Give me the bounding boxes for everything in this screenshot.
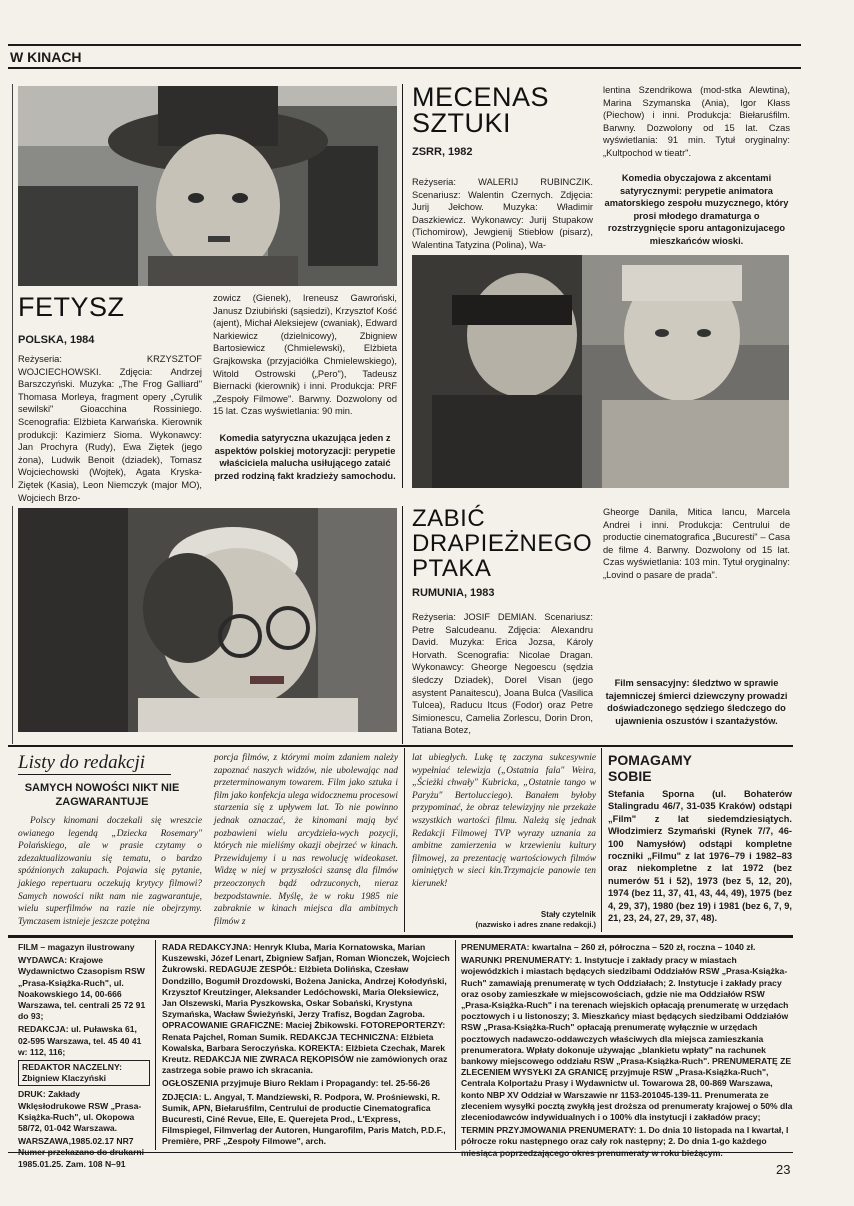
editor-in-chief-box (18, 1060, 150, 1086)
footer-subscription-terms: WARUNKI PRENUMERATY: 1. Instytucje i zakłady pracy w miastach wojewódzkich i miastach będących siedzibami Oddziałów RSW „Prasa-Książka-Ruch" zamawiają prenumeratę w tych Oddziałach; 2. Instytucje i zakłady pracy oraz osoby zamieszkałe w miejscowościach, gdzie nie ma Oddziałów RSW „Prasa-Książka-Ruch" i na terenach wiejskich opłacają prenumeratę w urzędach pocztowych i u listonoszy; 3. Mieszkańcy miast będących siedzibami Oddziałów RSW „Prasa-Książka-Ruch" opłacają prenumeratę wyłącznie w urzędach pocztowych nadawczo-oddawczych właściwych dla miejsca zamieszkania prenumeratora. Wpłaty dokonuje używając „blankietu wpłaty" na rachunek bankowy miejscowego oddziału RSW „Prasa-Książka-Ruch". PRENUMERATĘ ZE ZLECENIEM WYSYŁKI ZA GRANICĘ przyjmuje RSW „Prasa-Książka-Ruch", Centrala Kolportażu Prasy i Wydawnictw ul. Towarowa 28, 00-869 Warszawa, konto NBP XV Oddział w Warszawie nr 1153-201045-139-11. Prenumerata ze zleceniem wysyłki pocztą zwykłą jest droższa od prenumeraty krajowej o 50% dla zleceniodawców indywidualnych i o 100% dla instytucji i zakładów pracy; (461, 955, 793, 1123)
header-rule-top (8, 44, 801, 46)
letters-heading-rule (18, 774, 171, 775)
letter-col1: Polscy kinomani doczekali się wreszcie owianego legendą „Dziecka Rosemary" Polańskiego, ale w prasie czytamy o zdezaktualizowaniu się tematu, o bardzo spóźnionych zakupach. Pojawia się pytanie, jakiego repertuaru oczekują krytycy filmowi? Samych nowości nikt nam nie zagwarantuje, wielu superfilmów na razie nie obejrzymy. Tymczasem istnieje jeszcze potężna (18, 816, 202, 927)
footer-subscription-price: PRENUMERATA: kwartalna – 260 zł, półroczna – 520 zł, roczna – 1040 zł. (461, 942, 756, 952)
letters-divider (601, 748, 602, 932)
summary-zabic: Film sensacyjny: śledztwo w sprawie tajemniczej śmierci dziewczyny prowadzi doświadczonego sędziego śledczego do ujawnienia oszustów i szantażystów. (605, 678, 788, 726)
letter-col2: porcja filmów, z którymi moim zdaniem należy zapoznać naszych widzów, nie ubolewając nad przeterminowanym towarem. Film jako sztuka i film jako konfekcja ulega widocznemu procesowi starzenia się z upływem lat. To nie powinno jednak oznaczać, że kinomani mają być pozbawieni wielu arcydzieła-wych pozycji, których nie mieliśmy okazji obejrzeć w kinach. Przewidujemy i u nas rewolucję wideokaset. Widzę w niej w przyszłości szansę dla filmów przeoczonych bądź odrzuconych, nieraz bezpodstawnie. Myślę, że w roku 1985 nie zabraknie w kinach miejsca dla ambitnych filmów z (214, 753, 398, 927)
footer-publisher-text: WYDAWCA: Krajowe Wydawnictwo Czasopism RSW „Prasa-Książka-Ruch", ul. Noakowskiego 14, 00-666 Warszawa, tel. centrali 25 72 91 do 93; (18, 955, 146, 1022)
film-title-mecenas (412, 84, 549, 136)
footer-rule-top (8, 935, 793, 938)
column-divider (402, 506, 403, 744)
film-country-fetysz: POLSKA, 1984 (18, 334, 95, 346)
credits-zabic-col2: Gheorge Danila, Mitica Iancu, Marcela Andrei i inni. Produkcja: Centrului de productie cinematografica „Bucuresti" – Casa de filme 4. Barwny. Dozwolony od 15 lat. Czas wyświetlania: 103 min. Tytuł oryginalny: „Lovind o pasare de prada". (603, 507, 790, 580)
title-line: SZTUKI (412, 108, 512, 138)
film-title-fetysz: FETYSZ (18, 292, 125, 322)
page-number: 23 (776, 1162, 791, 1177)
footer-editorial-board (162, 942, 450, 1150)
left-edge-rule (12, 506, 13, 744)
letter-signature-note: (nazwisko i adres znane redakcji.) (475, 920, 596, 929)
credits-fetysz-col1: Reżyseria: KRZYSZTOF WOJCIECHOWSKI. Zdjęcia: Andrzej Barszczyński. Muzyka: „The Frog Galliard" Thomasa Morleya, fragment opery „Cyrulik sewilski" Gioacchina Rossiniego. Scenografia: Elżbieta Karwańska. Kierownik produkcji: Kazimierz Sioma. Wykonawcy: Jan Prochyra (Rudy), Ewa Ziętek (jego żona), Ludwik Benoit (dziadek), Tomasz Wojciechowski (Wojtek), Agata Kryska-Ziętek (Kasia), Leon Niemczyk (major MO), Wojciech Brzo- (18, 354, 202, 503)
title-line: ZABIĆ (412, 505, 486, 532)
footer-editorial-address: REDAKCJA: ul. Puławska 61, 02-595 Warszawa, tel. 45 40 41 w: 112, 116; (18, 1024, 142, 1057)
left-edge-rule (12, 84, 13, 488)
footer-ads: OGŁOSZENIA przyjmuje Biuro Reklam i Propagandy: tel. 25-56-26 (162, 1078, 431, 1089)
title-line: PTAKA (412, 555, 492, 582)
letters-divider (404, 748, 405, 932)
film-country-zabic: RUMUNIA, 1983 (412, 587, 495, 599)
summary-fetysz: Komedia satyryczna ukazująca jeden z aspektów polskiej motoryzacji: perypetie właściciela malucha usiłującego zataić przed rodziną fakt kradzieży samochodu. (214, 433, 396, 481)
footer-publisher (18, 942, 150, 1169)
letter-subheading: SAMYCH NOWOŚCI NIKT NIE ZAGWARANTUJE (24, 782, 180, 808)
letter-signature: Stały czytelnik (540, 910, 596, 919)
footer-divider (455, 940, 456, 1150)
credits-fetysz-col2: zowicz (Gienek), Ireneusz Gawroński, Janusz Dziubiński (sąsiedzi), Krzysztof Kość (ajent), Michał Aleksiejew (cwaniak), Edward Narkiewicz (dzielnicowy), Zbigniew Bartosiewicz (Chmielewski), Elżbieta Grajkowska (przyjaciółka Chmielewskiego), Witold Ostrowski („Pero"), Tadeusz Biernacki (kierownik) i inni. Produkcja: PRF „Zespoły Filmowe". Barwny. Dozwolony od 15 lat. Czas wyświetlania: 90 min. (213, 293, 397, 417)
photo-woman-with-glasses (18, 508, 397, 732)
editor-in-chief-label: REDAKTOR NACZELNY: (22, 1062, 122, 1073)
help-text: Stefania Sporna (ul. Bohaterów Stalingradu 46/7, 31-035 Kraków) odstąpi „Film" z lat siedemdziesiątych. Włodzimierz Szymański (Rynek 7/7, 46-100 Namysłów) odstąpi kompletne roczniki „Filmu" z lat 1976–79 i 1982–83 oraz niekompletne z lat 1972 (bez numerów 51 i 52), 1973 (bez 5, 12, 20), 1974 (bez 11, 37, 41, 43, 44, 49), 1975 (bez 4, 29, 37), 1980 (bez 19) i 1981 (bez 6, 7, 9, 21, 23, 24, 27, 29, 37, 48). (608, 789, 792, 924)
letters-rule-top (8, 745, 793, 747)
footer-divider (155, 940, 156, 1150)
film-title-zabic (412, 506, 592, 581)
column-divider (402, 84, 403, 488)
editor-in-chief-name: Zbigniew Klaczyński (22, 1073, 107, 1084)
photo-man-with-hat (18, 86, 397, 286)
footer-magazine: FILM – magazyn ilustrowany (18, 942, 135, 952)
section-title: W KINACH (10, 49, 82, 65)
summary-mecenas: Komedia obyczajowa z akcentami satyrycznymi: perypetie animatora amatorskiego zespołu muzycznego, który prosi młodego dramaturga o rozstrzygnięcie sporu antagonizujacego mieszkańców wioski. (604, 173, 789, 246)
heading-line: POMAGAMY (608, 752, 692, 768)
credits-mecenas-col2: lentina Szendrikowa (mod-stka Alewtina), Marina Szymanska (Ania), Igor Kłass (Piechow) i inni. Produkcja: Biełaruśfilm. Barwny. Dozwolony od 15 lat. Czas wyświetlania: 91 min. Tytuł oryginalny: „Kultpochod w tieatr". (603, 85, 790, 158)
credits-zabic-col1: Reżyseria: JOSIF DEMIAN. Scenariusz: Petre Salcudeanu. Zdjęcia: Alexandru David. Muzyka: Erica Jozsa, Károly Horvath. Scenografia: Nicolae Dragan. Wykonawcy: Gheorge Negoescu (sędzia śledczy Dziadek), Dorel Visan (jego asystent Panaitescu), Joana Bulca (Vasilica Tulcea), Raducu Itcus (Fodor) oraz Petre Simionescu, Camelia Zorlescu, Dorin Dron, Tatiana Botez, (412, 612, 593, 736)
footer-board-text: RADA REDAKCYJNA: Henryk Kluba, Maria Kornatowska, Marian Kuszewski, Józef Lenart, Zbigniew Safjan, Roman Wionczek, Wojciech Żukrowski. REDAGUJE ZESPÓŁ: Elżbieta Dolińska, Czesław Dondzillo, Bogumił Drozdowski, Bożena Janicka, Andrzej Kołodyński, Krzysztof Kreutzinger, Aleksander Ledóchowski, Maria Oleksiewicz, Jan Olszewski, Maria Pyszkowska, Oskar Sobański, Krystyna Szymańska, Wacław Świeżyński, Jerzy Trafisz, Bogdan Zagroba. OPRACOWANIE GRAFICZNE: Maciej Żbikowski. FOTOREPORTERZY: Renata Pajchel, Roman Sumik. REDAKCJA TECHNICZNA: Elżbieta Kowalska, Barbara Seroczyńska. KOREKTA: Elżbieta Czechak, Marek Kreutz. REDAKCJA NIE ZWRACA RĘKOPISÓW nie zamówionych oraz zastrzega sobie prawo ich skracania. (162, 942, 450, 1076)
letters-heading: Listy do redakcji (18, 752, 145, 773)
heading-line: SOBIE (608, 768, 652, 784)
photo-two-men (412, 255, 789, 488)
help-heading (608, 752, 692, 784)
footer-subscription-deadline: TERMIN PRZYJMOWANIA PRENUMERATY: 1. Do dnia 10 listopada na I kwartał, I półrocze roku następnego oraz cały rok następny; 2. Do dnia 1-go każdego miesiąca poprzedzającego okres prenumeraty w roku bieżącym. (461, 1125, 789, 1158)
footer-printing: DRUK: Zakłady Wklęsłodrukowe RSW „Prasa-Książka-Ruch", ul. Okopowa 58/72, 01-042 Warszawa. (18, 1089, 142, 1134)
title-line: MECENAS (412, 82, 550, 112)
film-country-mecenas: ZSRR, 1982 (412, 146, 473, 158)
footer-issue-info: WARSZAWA,1985.02.17 NR7 Numer przekazano do drukarni 1985.01.25. Zam. 108 N–91 (18, 1136, 145, 1169)
footer-subscription (461, 942, 793, 1158)
header-rule-bottom (8, 67, 801, 69)
letter-col3: lat ubiegłych. Lukę tę zaczyna sukcesywnie wypełniać telewizja („Ostatnia fala" Weira, „Ścieżki chwały" Kubricka, „Ostatnie tango w Paryżu" Bertolucciego). Banałem byłoby przypominać, że obraz telewizyjny nie przekaże wszystkich wartości filmu. Należą się jednak Redakcji Filmowej TVP wyrazy uznania za ambitne zamierzenia w krzewieniu kultury filmowej, za prezentację wartościowych filmów ominiętych w sieci kin.Trzymajcie panowie ten kierunek! (412, 753, 596, 889)
credits-mecenas-col1: Reżyseria: WALERIJ RUBINCZIK. Scenariusz: Walentin Czernych. Zdjęcia: Jurij Jełchow. Muzyka: Władimir Daszkiewicz. Wykonawcy: Jurij Stupakow (Tichomirow), Jewgienij Stiebłow (pisarz), Walentina Tatyzina (Polina), Wa- (412, 177, 593, 250)
footer-photo-credits: ZDJĘCIA: L. Angyal, T. Mandziewski, R. Podpora, W. Prośniewski, R. Sumik, APN, Biełaruśfilm, Centrului de productie Cinematografica Bucuresti, Ciné Revue, Elle, E. Querejeta Prod., L'Express, Filmspiegel, Filmverlag der Autoren, Hungarofilm, Paris Match, P.D.F., Première, PRF „Zespoły Filmowe", arch. (162, 1091, 446, 1147)
title-line: DRAPIEŻNEGO (412, 530, 593, 557)
